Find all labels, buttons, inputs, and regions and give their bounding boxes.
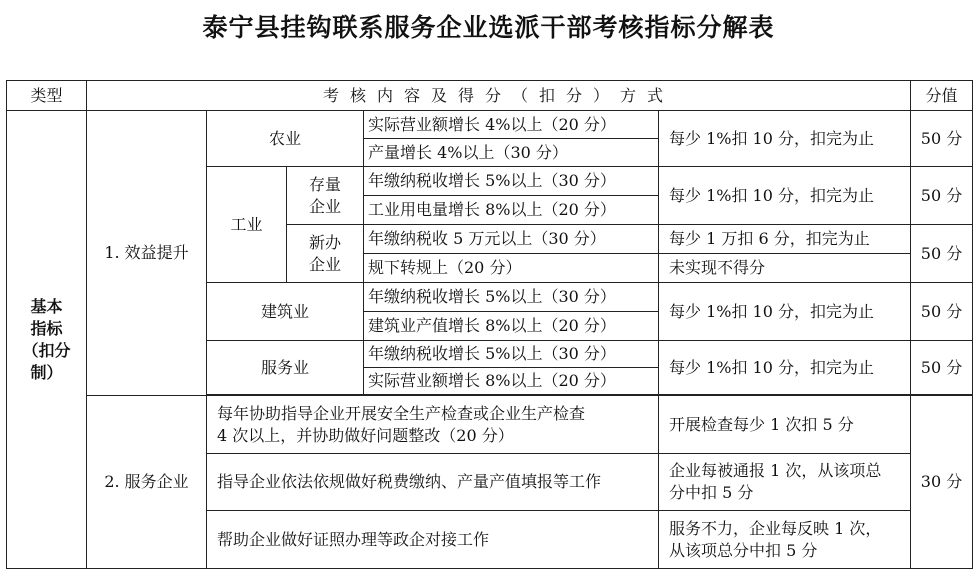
score-cell: 50 分 <box>911 111 973 167</box>
service-content-cell: 帮助企业做好证照办理等政企对接工作 <box>207 511 659 569</box>
method-line: 服务不力，企业每反映 1 次， <box>669 518 882 538</box>
method-line: 分中扣 5 分 <box>669 483 754 502</box>
subsector-new <box>287 225 364 283</box>
header-score: 分值 <box>911 81 973 111</box>
method-line: 从该项总分中扣 5 分 <box>669 540 818 560</box>
method-cell <box>659 511 911 569</box>
subsector-existing <box>287 167 364 225</box>
header-type: 类型 <box>7 81 87 111</box>
subsector-line: 企业 <box>308 196 341 216</box>
sector-industry: 工业 <box>207 167 287 283</box>
method-cell: 每少 1%扣 10 分，扣完为止 <box>659 167 911 225</box>
indicator-cell: 规下转规上（20 分） <box>364 254 659 283</box>
category-cell <box>7 111 87 569</box>
indicator-cell: 实际营业额增长 4%以上（20 分） <box>364 111 659 139</box>
sector-services: 服务业 <box>207 341 364 395</box>
indicator-cell: 工业用电量增长 8%以上（20 分） <box>364 196 659 225</box>
indicator-cell: 产量增长 4%以上（30 分） <box>364 139 659 167</box>
score-cell: 50 分 <box>911 225 973 283</box>
subsector-line: 新办 <box>308 232 341 252</box>
score-cell: 50 分 <box>911 283 973 341</box>
service-content-line: 每年协助指导企业开展安全生产检查或企业生产检查 <box>217 403 586 423</box>
table-row <box>7 111 973 139</box>
method-cell <box>659 454 911 511</box>
service-content-cell <box>207 396 659 454</box>
indicator-cell: 实际营业额增长 8%以上（20 分） <box>364 368 659 395</box>
method-cell: 每少 1%扣 10 分，扣完为止 <box>659 283 911 341</box>
page-title: 泰宁县挂钩联系服务企业选派干部考核指标分解表 <box>202 13 775 42</box>
assessment-table <box>6 80 973 569</box>
indicator-cell: 年缴纳税收增长 5%以上（30 分） <box>364 341 659 368</box>
table-row <box>7 396 973 454</box>
indicator-cell: 年缴纳税收 5 万元以上（30 分） <box>364 225 659 254</box>
section1-label: 1. 效益提升 <box>87 111 207 396</box>
sector-agriculture: 农业 <box>207 111 364 167</box>
category-line: 基本 <box>30 296 63 316</box>
header-row <box>7 81 973 111</box>
method-line: 企业每被通报 1 次，从该项总 <box>669 461 882 480</box>
method-cell: 每少 1 万扣 6 分，扣完为止 <box>659 225 911 254</box>
score-cell: 30 分 <box>911 396 973 569</box>
sector-construction: 建筑业 <box>207 283 364 341</box>
section2-label: 2. 服务企业 <box>87 396 207 569</box>
subsector-line: 存量 <box>308 174 341 194</box>
header-content: 考核内容及得分（扣分）方式 <box>87 81 911 111</box>
category-line: （扣分 <box>22 340 71 360</box>
method-cell: 每少 1%扣 10 分，扣完为止 <box>659 111 911 167</box>
indicator-cell: 年缴纳税收增长 5%以上（30 分） <box>364 167 659 196</box>
service-content-cell: 指导企业依法依规做好税费缴纳、产量产值填报等工作 <box>207 454 659 511</box>
method-cell: 每少 1%扣 10 分，扣完为止 <box>659 341 911 395</box>
indicator-cell: 年缴纳税收增长 5%以上（30 分） <box>364 283 659 312</box>
method-cell: 开展检查每少 1 次扣 5 分 <box>659 396 911 454</box>
category-line: 制） <box>30 362 63 382</box>
indicator-cell: 建筑业产值增长 8%以上（20 分） <box>364 312 659 341</box>
score-cell: 50 分 <box>911 167 973 225</box>
category-line: 指标 <box>30 318 63 338</box>
method-cell: 未实现不得分 <box>659 254 911 283</box>
subsector-line: 企业 <box>308 254 341 274</box>
service-content-line: 4 次以上，并协助做好问题整改（20 分） <box>217 425 514 445</box>
score-cell: 50 分 <box>911 341 973 395</box>
